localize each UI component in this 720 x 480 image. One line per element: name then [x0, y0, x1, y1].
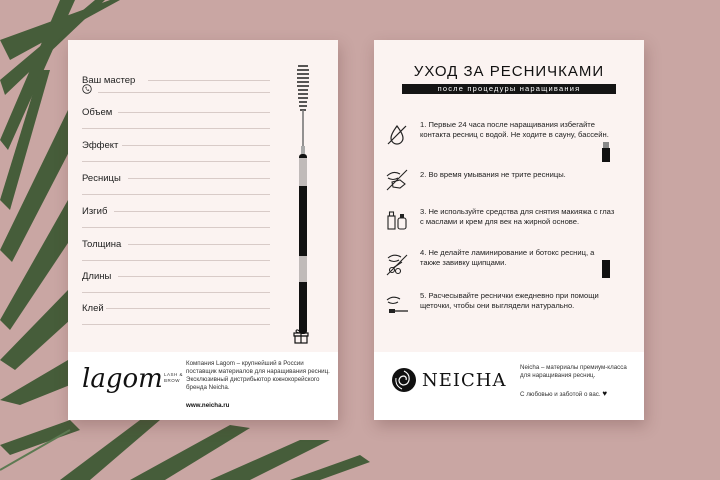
lagom-logo-subtitle: LASH & BROW — [164, 372, 184, 383]
no-curler-icon — [384, 250, 410, 276]
no-water-icon — [384, 122, 410, 148]
heart-icon: ♥ — [602, 389, 608, 398]
master-card — [68, 40, 338, 420]
field-line — [128, 244, 270, 245]
field-glue — [82, 298, 270, 316]
field-line — [98, 92, 270, 93]
lagom-logo: lagom — [82, 364, 163, 394]
phone-icon — [82, 84, 92, 94]
field-line — [114, 211, 270, 212]
field-line — [106, 308, 270, 309]
mascara-brush-icon — [288, 60, 318, 360]
care-subtitle: после процедуры наращивания — [402, 84, 616, 94]
field-label: Ресницы — [82, 173, 121, 184]
field-thickness — [82, 234, 270, 252]
field-line — [82, 161, 270, 162]
field-line — [82, 227, 270, 228]
care-tip: 5. Расчесывайте реснички ежедневно при помощи щеточки, чтобы они выглядели натурально. — [420, 291, 599, 310]
neicha-logo-text: NEICHA — [422, 370, 507, 391]
cosmetics-icon — [384, 206, 410, 232]
website-link[interactable]: www.neicha.ru — [186, 402, 230, 409]
company-description: Компания Lagom – крупнейший в России поставщик материалов для наращивания ресниц. Эксклюзивный дистрибьютор южнокорейского бренда Neicha. — [186, 360, 330, 391]
field-label: Ваш мастер — [82, 75, 136, 86]
neicha-logo — [390, 366, 507, 399]
field-line — [122, 145, 270, 146]
field-label: Толщина — [82, 239, 122, 250]
care-card — [374, 40, 644, 420]
care-tip: 1. Первые 24 часа после наращивания избегайте контакта ресниц с водой. Не ходите в сауну, бассейн. — [420, 120, 609, 139]
field-line — [118, 276, 270, 277]
love-text: С любовью и заботой о вас. — [520, 391, 601, 398]
field-label: Длины — [82, 271, 112, 282]
care-title: УХОД ЗА РЕСНИЧКАМИ — [413, 63, 605, 80]
gift-icon — [292, 326, 310, 344]
field-label: Клей — [82, 303, 104, 314]
field-label: Эффект — [82, 140, 119, 151]
field-line — [148, 80, 270, 81]
care-tip: 2. Во время умывания не трите ресницы. — [420, 170, 566, 179]
field-line — [82, 292, 270, 293]
field-master — [82, 70, 270, 88]
field-label: Изгиб — [82, 206, 108, 217]
no-rubbing-icon — [384, 166, 410, 192]
love-line — [520, 389, 607, 398]
field-lashes — [82, 168, 270, 186]
field-effect — [82, 135, 270, 153]
neicha-description: Neicha – материалы премиум-класса для наращивания ресниц. — [520, 364, 627, 379]
field-line — [82, 128, 270, 129]
field-line — [82, 194, 270, 195]
field-lengths — [82, 266, 270, 284]
left-footer — [68, 352, 338, 420]
field-line — [118, 112, 270, 113]
product-bottle-icon — [600, 142, 612, 164]
care-tip: 4. Не делайте ламинирование и ботокс ресниц, а также завивку щипцами. — [420, 248, 595, 267]
field-line — [82, 260, 270, 261]
brush-icon — [384, 292, 410, 318]
field-volume — [82, 102, 270, 120]
field-line — [128, 178, 270, 179]
care-tip: 3. Не используйте средства для снятия макияжа с глаз с маслами и крем для век на жирной основе. — [420, 207, 615, 226]
field-line — [82, 324, 270, 325]
rose-icon — [390, 366, 418, 394]
right-footer — [374, 352, 644, 420]
field-curl — [82, 201, 270, 219]
field-label: Объем — [82, 107, 113, 118]
product-bottle-icon — [600, 260, 612, 282]
